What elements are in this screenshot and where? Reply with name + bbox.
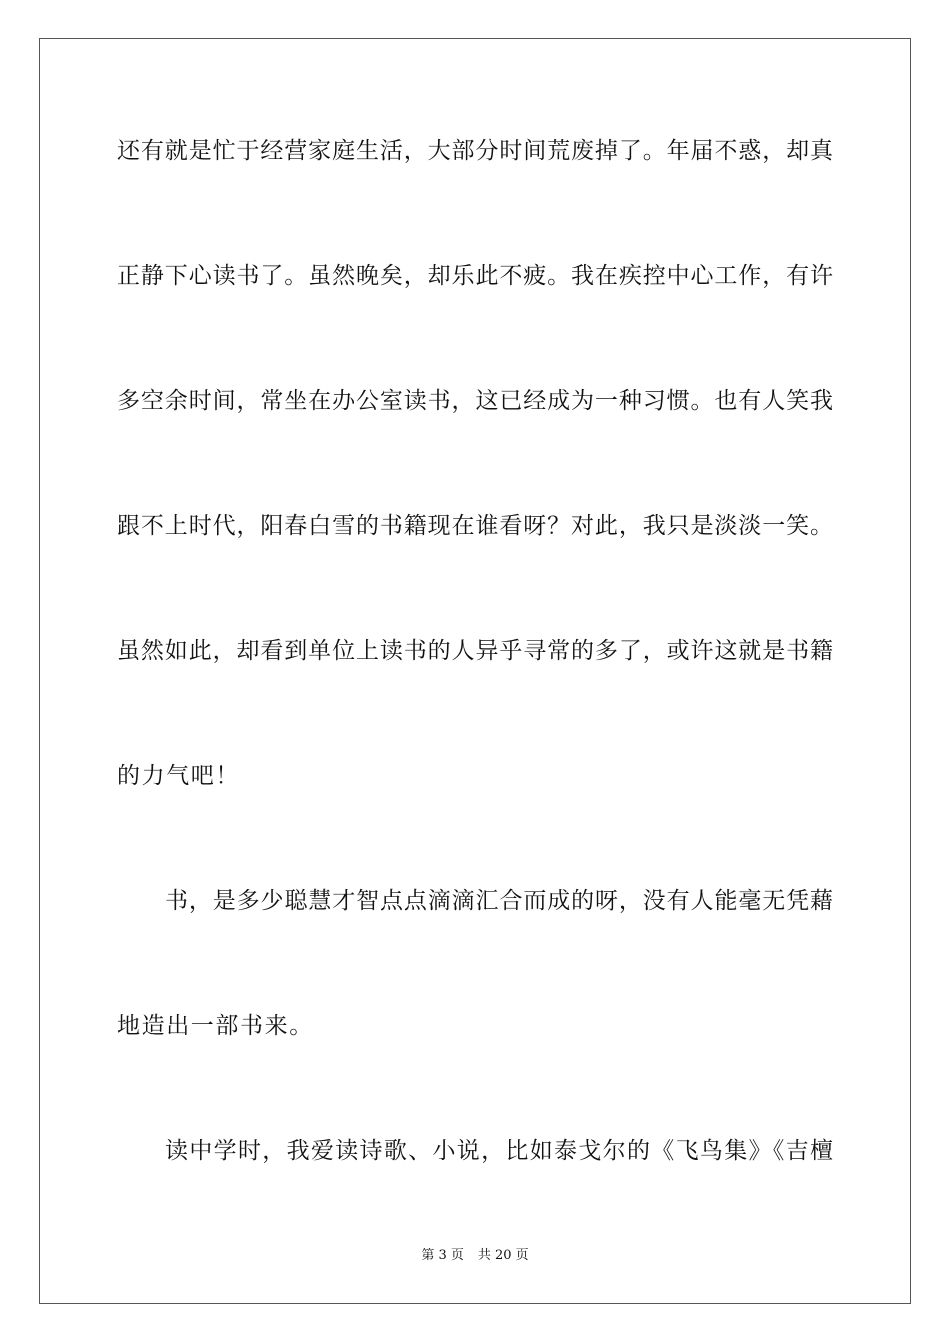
page-number: 第 3 页: [421, 1248, 464, 1263]
page-total: 共 20 页: [477, 1248, 529, 1263]
body-text-line: 的力气吧！: [117, 763, 240, 789]
body-text-line: 地造出一部书来。: [117, 1013, 314, 1039]
body-text-line: 还有就是忙于经营家庭生活，大部分时间荒废掉了。年届不惑，却真: [117, 138, 833, 164]
body-text-line: 虽然如此，却看到单位上读书的人异乎寻常的多了，或许这就是书籍: [117, 638, 833, 664]
body-text-line: 多空余时间，常坐在办公室读书，这已经成为一种习惯。也有人笑我: [117, 388, 833, 414]
page-footer: [0, 1247, 950, 1265]
body-text-line: 跟不上时代，阳春白雪的书籍现在谁看呀？对此，我只是淡淡一笑。: [117, 513, 833, 539]
paragraph-first-line: 书，是多少聪慧才智点点滴滴汇合而成的呀，没有人能毫无凭藉: [165, 888, 833, 914]
body-text-line: 正静下心读书了。虽然晚矣，却乐此不疲。我在疾控中心工作，有许: [117, 263, 833, 289]
page-border: [39, 38, 911, 1304]
paragraph-first-line: 读中学时，我爱读诗歌、小说，比如泰戈尔的《飞鸟集》《吉檀: [165, 1138, 833, 1164]
